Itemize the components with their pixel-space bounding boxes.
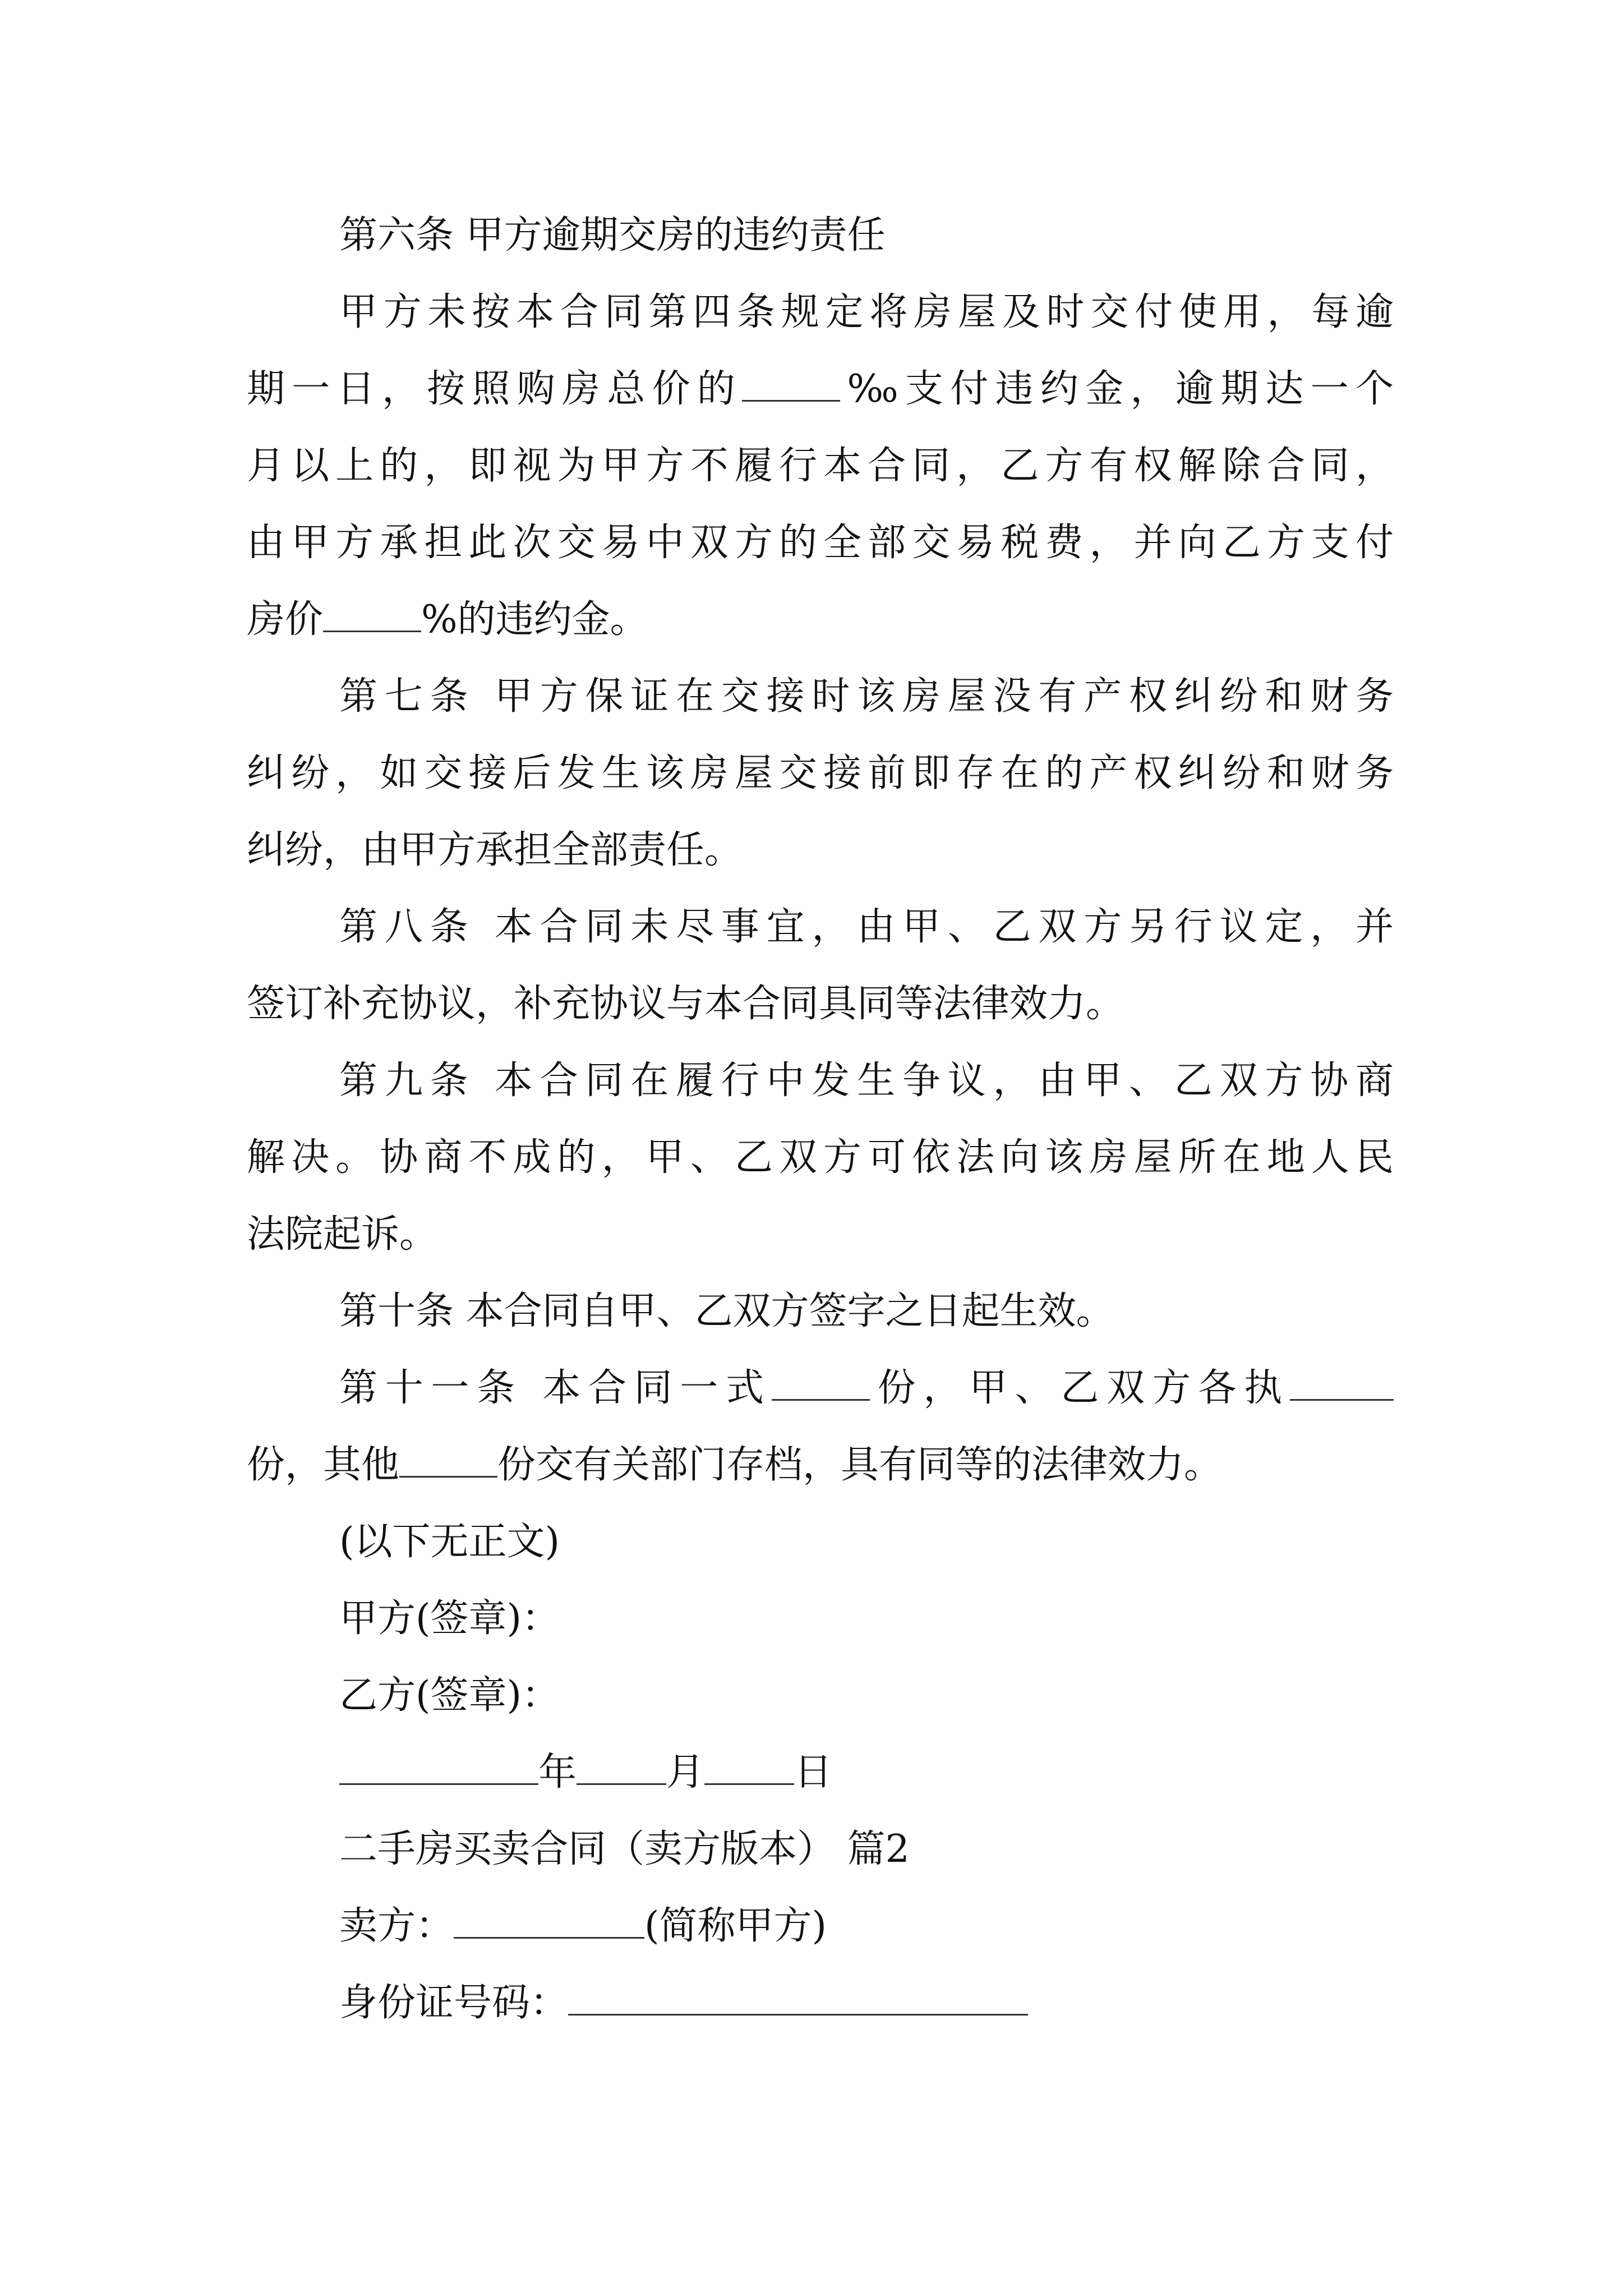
- copies-other-blank: [399, 1443, 497, 1478]
- no-further-text: (以下无正文): [339, 1520, 560, 1564]
- penalty-rate-blank: [742, 367, 840, 402]
- article-8-line-2: 签订补充协议，补充协议与本合同具同等法律效力。: [247, 982, 1124, 1026]
- party-b-signature-label: 乙方(签章)：: [339, 1673, 560, 1718]
- article-9-line-1: 第九条 本合同在履行中发生争议，由甲、乙双方协商: [339, 1059, 1394, 1103]
- article-9-line-3: 法院起诉。: [247, 1212, 438, 1257]
- month-blank: [577, 1751, 666, 1785]
- article-6-line-4: 由甲方承担此次交易中双方的全部交易税费，并向乙方支付: [247, 521, 1394, 565]
- article-9-line-2: 解决。协商不成的，甲、乙双方可依法向该房屋所在地人民: [247, 1135, 1394, 1180]
- copies-total-blank: [772, 1366, 870, 1401]
- seller-line: 卖方： (简称甲方): [339, 1904, 827, 1948]
- year-blank: [339, 1751, 538, 1785]
- article-11-line-2: 份，其他 份交有关部门存档，具有同等的法律效力。: [247, 1443, 1223, 1487]
- article-7-line-1: 第七条 甲方保证在交接时该房屋没有产权纠纷和财务: [339, 674, 1394, 719]
- article-6-line-1: 甲方未按本合同第四条规定将房屋及时交付使用，每逾: [339, 290, 1394, 334]
- article-6-line-5: 房价 %的违约金。: [247, 597, 648, 642]
- article-11-line-1: 第十一条 本合同一式 份，甲、乙双方各执: [339, 1360, 1394, 1416]
- seller-name-blank: [454, 1904, 644, 1939]
- article-10-line-1: 第十条 本合同自甲、乙双方签字之日起生效。: [339, 1289, 1114, 1333]
- party-a-signature-label: 甲方(签章)：: [339, 1596, 560, 1641]
- article-7-line-3: 纠纷，由甲方承担全部责任。: [247, 828, 743, 872]
- signing-date-line: 年 月 日: [339, 1745, 1394, 1801]
- copies-each-party-blank: [1290, 1366, 1394, 1401]
- day-blank: [704, 1751, 794, 1785]
- contract-2-title: 二手房买卖合同（卖方版本） 篇2: [339, 1827, 910, 1871]
- id-number-blank: [568, 1981, 1028, 2016]
- id-number-line: 身份证号码：: [339, 1975, 1394, 2031]
- price-percent-blank: [323, 598, 421, 632]
- article-6-title: 第六条 甲方逾期交房的违约责任: [339, 213, 886, 257]
- article-6-line-3: 月以上的，即视为甲方不履行本合同，乙方有权解除合同，: [247, 444, 1394, 488]
- article-8-line-1: 第八条 本合同未尽事宜，由甲、乙双方另行议定，并: [339, 905, 1394, 949]
- article-7-line-2: 纠纷，如交接后发生该房屋交接前即存在的产权纠纷和财务: [247, 751, 1394, 795]
- article-6-line-2: 期一日，按照购房总价的 ‰支付违约金，逾期达一个: [247, 367, 1394, 411]
